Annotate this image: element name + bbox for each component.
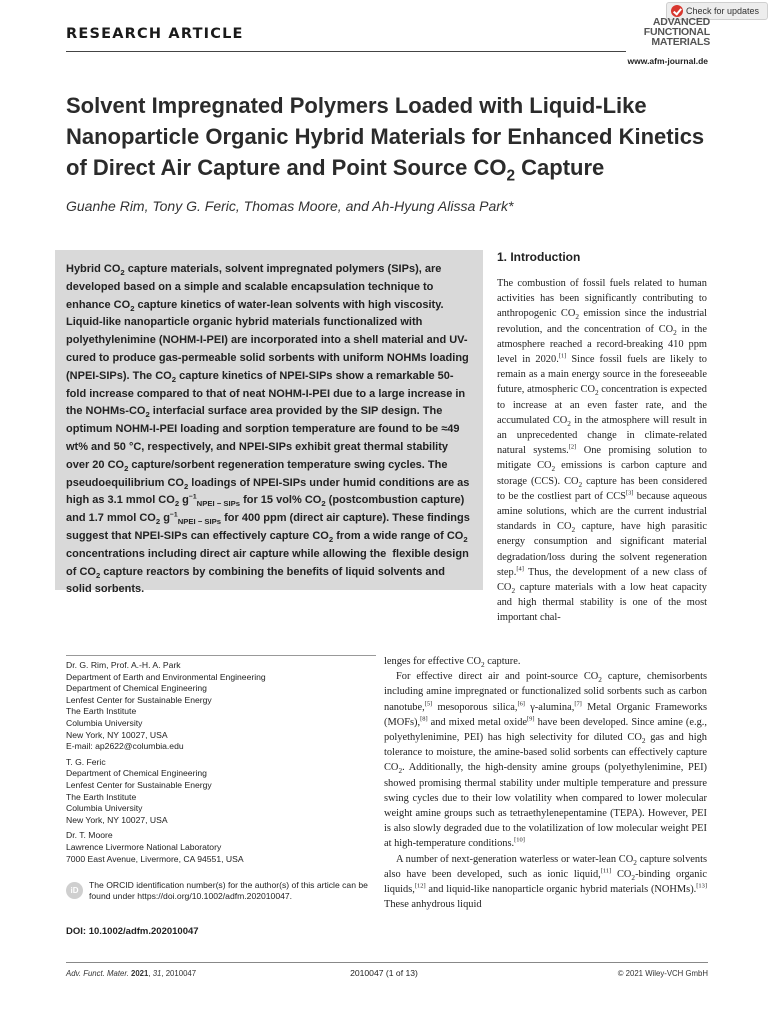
affiliation-block: T. G. Feric Department of Chemical Engineering Lenfest Center for Sustainable Energy The Earth Institute Columbia University New York, NY 10027, USA xyxy=(66,756,212,825)
orcid-icon: iD xyxy=(66,882,83,899)
introduction-heading: 1. Introduction xyxy=(497,250,581,264)
doi-link[interactable]: DOI: 10.1002/adfm.202010047 xyxy=(66,926,199,937)
introduction-right-column: The combustion of fossil fuels related to human activities has been significantly contributing to anthropogenic $CO_2$ emission since the industrial revolution, and the concentration of $CO_2$ in the atmosphere reached a record-breaking 410 ppm level in 2020.[1] Since fossil fuels are likely to remain as a main energy source in the foreseeable future, atmospheric $CO_2$ concentration is expected to increase at an even faster rate, and the accumulated $CO_2$ in the atmosphere will result in an unprecedented change in climate-related natural systems.[2] One promising solution to mitigate $CO_2$ emissions is carbon capture and storage (CCS). $CO_2$ capture has been considered to be the costliest part of CCS[3] because aqueous amine solutions, which are the current industrial standards in $CO_2$ capture, have high parasitic energy consumption and significant material degradation/loss during the solvent regeneration step.[4] Thus, the development of a new class of $CO_2$ capture materials with a low heat capacity and high thermal stability is one of the most important chal- xyxy=(497,278,708,624)
header-divider xyxy=(66,51,626,52)
footer-divider xyxy=(66,962,708,963)
article-title: Solvent Impregnated Polymers Loaded with Liquid-Like Nanoparticle Organic Hybrid Materials for Enhanced Kinetics of Direct Air Capture and Point Source $CO_2$ Capture xyxy=(66,93,705,185)
introduction-continued-column: lenges for effective $CO_2$ capture. For effective direct air and point-source $CO_2$ capture, chemisorbents including amine impregnated or functionalized solid sorbents such as carbon nanotube,[5] mesoporous silica,[6] γ-alumina,[7] Metal Organic Frameworks (MOFs),[8] and mixed metal oxide[9] have been developed. Since amine (e.g., polyethylenimine, PEI) has high selectivity for diluted $CO_2$ gas and high tolerance to moisture, the amine-based solid sorbents can effectively capture $CO_2$. Additionally, the high-density amine groups (polyethylenimine, PEI) showed promising thermal stability under multiple temperature and pressure swing cycles due to their low volatility when compared to lower molecular weight amine groups such as tetraethylenepentamine (TEPA). However, PEI is also slowly degraded due to the volatilization of low molecular weight PEI at high-temperature conditions.[10] A number of next-generation waterless or water-lean $CO_2$ capture solvents also have been developed, such as ionic liquid,[11] $CO_2$-binding organic liquids,[12] and liquid-like nanoparticle organic hybrid materials (NOHMs).[13] These anhydrous liquid xyxy=(384,656,708,911)
journal-logo-line: FUNCTIONAL xyxy=(643,26,710,38)
check-updates-label: Check for updates xyxy=(686,6,760,16)
affiliations xyxy=(66,660,376,869)
footer-citation: Adv. Funct. Mater. 2021, 31, 2010047 xyxy=(66,969,197,978)
section-label: RESEARCH ARTICLE xyxy=(66,26,244,42)
abstract-text: Hybrid $CO_2$ capture materials, solvent impregnated polymers (SIPs), are developed based on a simple and scalable encapsulation technique to enhance $CO_2$ capture kinetics of water-lean solvents with high viscosity. Liquid-like nanoparticle organic hybrid materials functionalized with polyethylenimine (NOHM-I-PEI) are incorporated into a shell material and UV-cured to produce gas-permeable solid sorbents with uniform NOHMs loading (NPEI-SIPs). The $CO_2$ capture kinetics of NPEI-SIPs show a remarkable 50-fold increase compared to that of neat NOHM-I-PEI due to a large increase in the NOHMs-$CO_2$ interfacial surface area provided by the SIP design. The optimum NOHM-I-PEI loading and sorption temperature are found to be ≈49 wt% and 50 °C, respectively, and NPEI-SIPs exhibit great thermal stability over 20 $CO_2$ capture/sorbent regeneration temperature swing cycles. The pseudoequilibrium $CO_2$ loadings of NPEI-SIPs under humid conditions are as high as 3.1 mmol $CO_2$ $g^{-1}_{NPEI - SIPs}$ for 15 vol% $CO_2$ (postcombustion capture) and 1.7 mmol $CO_2$ $g^{-1}_{NPEI - SIPs}$ for 400 ppm (direct air capture). These findings suggest that NPEI-SIPs can effectively capture $CO_2$ from a wide range of $CO_2$ concentrations including direct air capture while allowing the flexible design of $CO_2$ capture reactors by combining the benefits of liquid solvents and solid sorbents. xyxy=(66,263,470,596)
journal-logo xyxy=(630,17,710,47)
affiliation-divider xyxy=(66,655,376,656)
journal-url-link[interactable]: www.afm-journal.de xyxy=(627,56,708,66)
journal-logo-line: ADVANCED xyxy=(652,16,710,28)
journal-logo-line: MATERIALS xyxy=(651,36,710,48)
author-list: Guanhe Rim, Tony G. Feric, Thomas Moore, and Ah-Hyung Alissa Park* xyxy=(66,198,514,214)
affiliation-block: Dr. G. Rim, Prof. A.-H. A. Park Department of Earth and Environmental Engineering Department of Chemical Engineering Lenfest Center for Sustainable Energy The Earth Institute Columbia University New York, NY 10027, USA E-mail: ap2622@columbia.edu xyxy=(66,660,266,752)
page-number: 2010047 (1 of 13) xyxy=(350,968,418,978)
copyright: © 2021 Wiley-VCH GmbH xyxy=(617,969,708,978)
orcid-note: The ORCID identification number(s) for the author(s) of this article can be found under https://doi.org/10.1002/adfm.202010047. xyxy=(89,880,368,902)
affiliation-block: Dr. T. Moore Lawrence Livermore National Laboratory 7000 East Avenue, Livermore, CA 94551, USA xyxy=(66,830,244,864)
